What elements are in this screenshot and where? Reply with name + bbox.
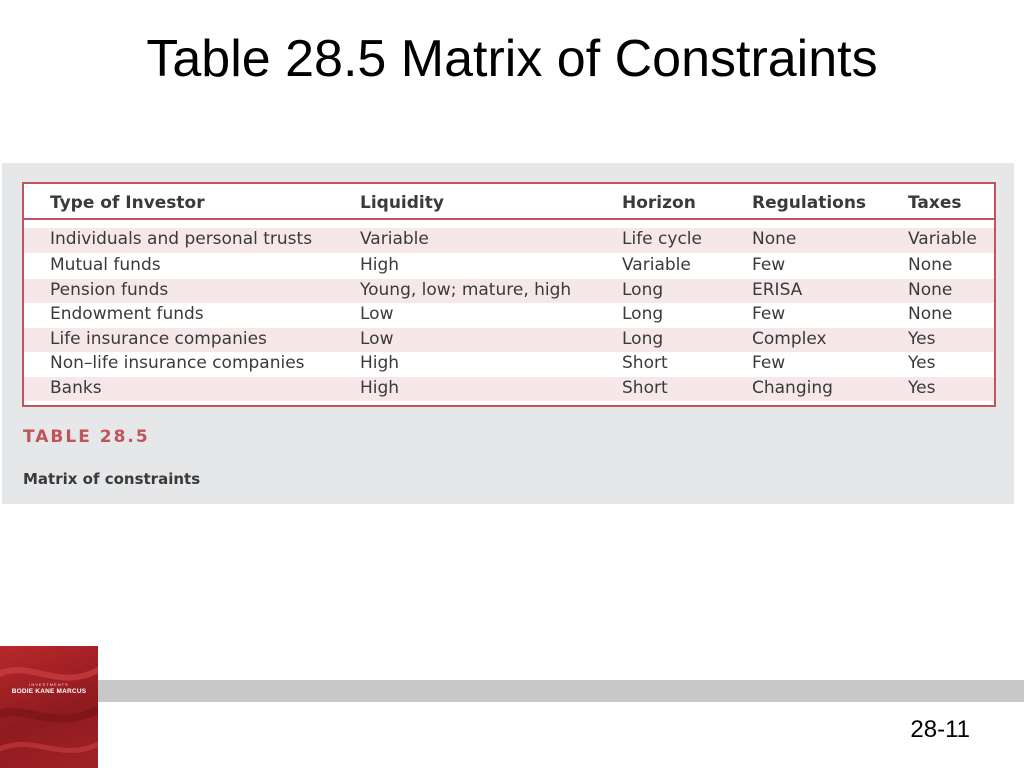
table-row [24,279,994,304]
cell-liquidity: High [360,377,400,398]
header-regulations: Regulations [752,193,867,213]
header-type-of-investor: Type of Investor [50,193,205,213]
cell-investor: Endowment funds [50,304,204,324]
cell-taxes: Variable [908,229,977,249]
header-horizon: Horizon [622,193,696,213]
cell-investor: Non–life insurance companies [50,353,305,373]
cell-liquidity: High [360,353,400,373]
cell-regulations: Few [752,255,786,275]
cell-taxes: Yes [908,377,936,398]
cell-regulations: ERISA [752,279,803,300]
cell-taxes: Yes [908,328,936,349]
footer-bar [98,680,1024,702]
cell-investor: Life insurance companies [50,328,267,349]
table-row [24,328,994,353]
table-header-row [24,184,994,220]
cell-taxes: None [908,255,953,275]
cell-liquidity: Variable [360,229,429,249]
cell-investor: Individuals and personal trusts [50,229,313,249]
cell-horizon: Life cycle [622,229,702,249]
cell-regulations: Few [752,353,786,373]
cell-horizon: Long [622,328,664,349]
cell-taxes: None [908,279,953,300]
cell-regulations: None [752,229,797,249]
table-row [24,254,994,279]
header-taxes: Taxes [908,193,962,213]
constraints-table [22,182,996,407]
book-series-mark: INVESTMENTS [29,682,69,687]
book-cover-logo [0,646,98,768]
cover-swirl-graphic [0,646,98,768]
cell-regulations: Changing [752,377,833,398]
slide-number: 28-11 [910,716,970,743]
table-figure [2,163,1014,504]
cell-horizon: Variable [622,255,691,275]
cell-horizon: Long [622,304,664,324]
cell-liquidity: Low [360,328,394,349]
cell-investor: Banks [50,377,102,398]
table-row [24,377,994,402]
cell-regulations: Few [752,304,786,324]
cell-taxes: Yes [908,353,936,373]
table-caption-label: TABLE 28.5 [23,427,150,447]
cell-investor: Mutual funds [50,255,161,275]
cell-liquidity: Low [360,304,394,324]
book-authors: BODIE KANE MARCUS [11,688,87,695]
table-caption-text: Matrix of constraints [23,470,201,488]
cell-regulations: Complex [752,328,827,349]
cell-investor: Pension funds [50,279,169,300]
cell-horizon: Short [622,353,668,373]
cell-horizon: Short [622,377,668,398]
cell-horizon: Long [622,279,664,300]
slide-title: Table 28.5 Matrix of Constraints [146,30,878,88]
cell-liquidity: Young, low; mature, high [360,279,572,300]
table-row [24,352,994,377]
cell-liquidity: High [360,255,400,275]
cell-taxes: None [908,304,953,324]
table-row [24,303,994,328]
header-liquidity: Liquidity [360,193,444,213]
table-row [24,228,994,253]
